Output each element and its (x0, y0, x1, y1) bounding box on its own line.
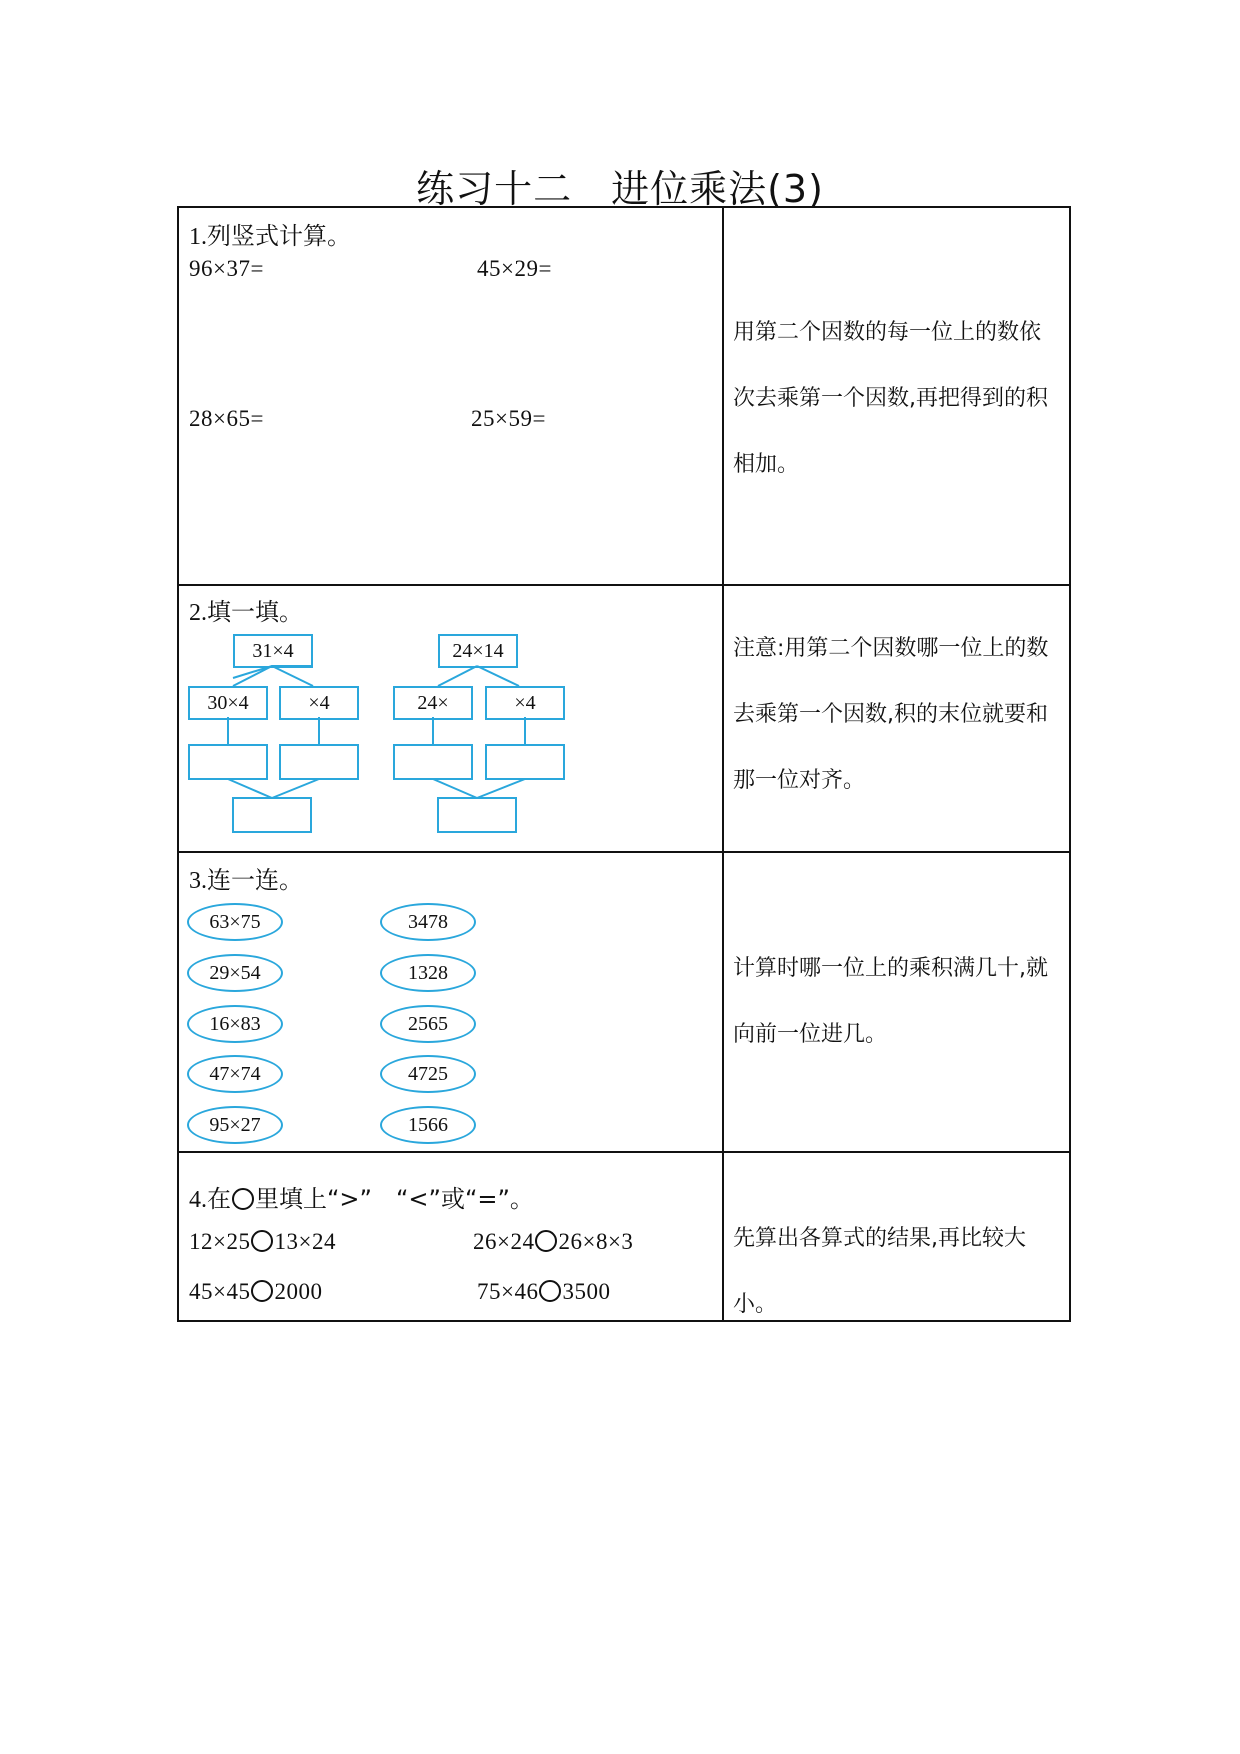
compare-right: 26×8×3 (558, 1229, 634, 1254)
right-result-oval[interactable]: 1566 (380, 1106, 476, 1144)
answer-box[interactable] (232, 797, 312, 833)
compare-expression (189, 1279, 322, 1305)
compare-expression (477, 1279, 610, 1305)
left-expression-oval[interactable]: 29×54 (187, 954, 283, 992)
tree-top-box: 31×4 (233, 634, 313, 668)
blank-circle-icon (232, 1188, 254, 1210)
compare-left: 45×45 (189, 1279, 251, 1304)
answer-circle[interactable] (251, 1230, 273, 1252)
tip-line: 用第二个因数的每一位上的数依 (733, 320, 1042, 345)
answer-box[interactable] (485, 744, 565, 780)
question-label: 在 (207, 1185, 231, 1213)
question-label: 列竖式计算。 (207, 222, 351, 250)
answer-box[interactable] (188, 744, 268, 780)
expression: 96×37= (189, 256, 264, 281)
tip-line: 去乘第一个因数,积的末位就要和 (733, 702, 1048, 727)
question-3-title (189, 860, 303, 895)
answer-box[interactable] (393, 744, 473, 780)
tree-right-box: ×4 (279, 686, 359, 720)
right-result-oval[interactable]: 1328 (380, 954, 476, 992)
tip-line: 注意:用第二个因数哪一位上的数 (733, 636, 1049, 661)
right-result-oval[interactable]: 2565 (380, 1005, 476, 1043)
compare-right: 2000 (274, 1279, 323, 1304)
column-divider (722, 206, 724, 1322)
right-result-oval[interactable]: 3478 (380, 903, 476, 941)
answer-circle[interactable] (251, 1280, 273, 1302)
table-border-right (1069, 206, 1071, 1322)
right-result-oval[interactable]: 4725 (380, 1055, 476, 1093)
tip-line: 那一位对齐。 (733, 768, 866, 793)
compare-right: 13×24 (274, 1229, 336, 1254)
expression: 45×29= (477, 256, 552, 281)
tip-line: 先算出各算式的结果,再比较大小。 (733, 1226, 1026, 1317)
tip-line: 次去乘第一个因数,再把得到的积 (733, 386, 1048, 411)
tree-right-box: ×4 (485, 686, 565, 720)
compare-right: 3500 (562, 1279, 611, 1304)
tree-top-box: 24×14 (438, 634, 518, 668)
question-label: 填一填。 (207, 598, 303, 626)
tip-line: 向前一位进几。 (733, 1022, 888, 1047)
exercise-table (177, 206, 1071, 1322)
answer-circle[interactable] (535, 1230, 557, 1252)
tip-text (733, 936, 1063, 1068)
tip-text (733, 300, 1063, 498)
question-number: 2. (189, 600, 207, 626)
expression: 28×65= (189, 406, 264, 431)
answer-box[interactable] (437, 797, 517, 833)
left-expression-oval[interactable]: 16×83 (187, 1005, 283, 1043)
page-title: 练习十二 进位乘法(3) (416, 167, 824, 211)
tip-text (733, 616, 1063, 814)
question-4-title (189, 1179, 534, 1214)
tree-left-box: 24× (393, 686, 473, 720)
compare-left: 12×25 (189, 1229, 251, 1254)
compare-left: 26×24 (473, 1229, 535, 1254)
question-number: 3. (189, 868, 207, 894)
tree-left-box: 30×4 (188, 686, 268, 720)
answer-box[interactable] (279, 744, 359, 780)
tip-text (733, 1206, 1063, 1338)
compare-expression (189, 1229, 336, 1255)
question-label: 里填上“>” “<”或“=”。 (255, 1185, 534, 1213)
left-expression-oval[interactable]: 63×75 (187, 903, 283, 941)
row-divider (177, 1151, 1071, 1153)
row-divider (177, 851, 1071, 853)
left-expression-oval[interactable]: 95×27 (187, 1106, 283, 1144)
question-label: 连一连。 (207, 866, 303, 894)
expression: 25×59= (471, 406, 546, 431)
question-number: 4. (189, 1187, 207, 1213)
tip-line: 计算时哪一位上的乘积满几十,就 (733, 956, 1048, 981)
compare-expression (473, 1229, 633, 1255)
answer-circle[interactable] (539, 1280, 561, 1302)
question-number: 1. (189, 224, 207, 250)
compare-left: 75×46 (477, 1279, 539, 1304)
tip-line: 相加。 (733, 452, 800, 477)
left-expression-oval[interactable]: 47×74 (187, 1055, 283, 1093)
